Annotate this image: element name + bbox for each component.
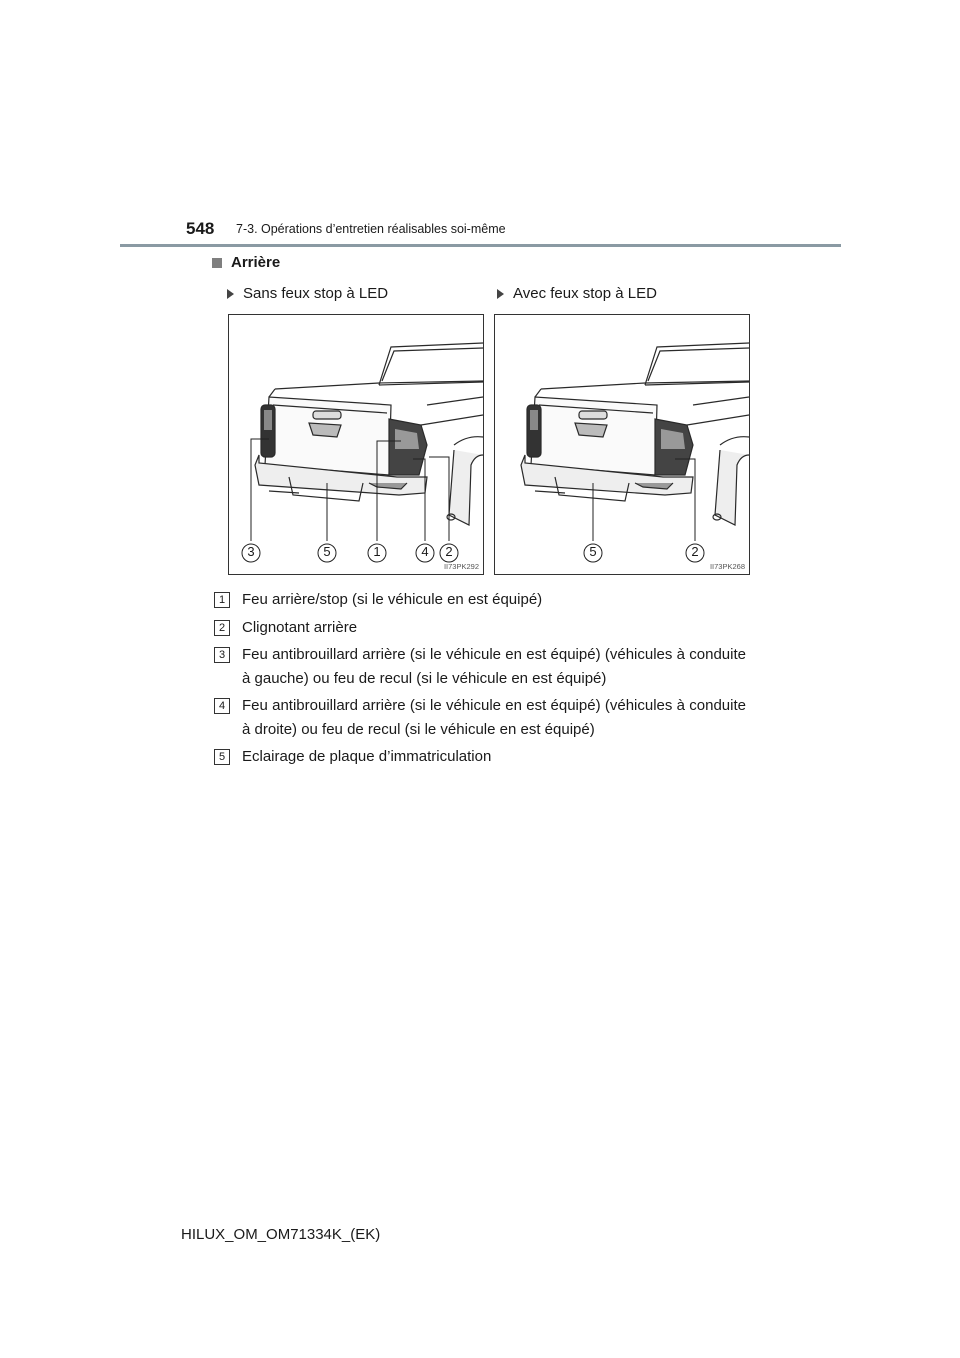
item-text: Feu antibrouillard arrière (si le véhicule en est équipé) (véhicules à conduite à gauche) ou feu de recul (si le véhicule en est équipé)	[242, 646, 746, 687]
list-item	[214, 588, 746, 612]
variant-label-right	[497, 285, 657, 302]
item-text: Clignotant arrière	[242, 618, 358, 636]
list-item	[214, 745, 746, 769]
square-bullet-icon	[212, 258, 222, 268]
list-item	[214, 616, 746, 640]
callout-1: 1	[373, 544, 381, 559]
section-title: Arrière	[231, 254, 281, 271]
item-text: Eclairage de plaque d’immatriculation	[242, 748, 492, 765]
callout-5: 5	[589, 544, 597, 559]
triangle-bullet-icon	[227, 289, 234, 299]
callout-4: 4	[421, 544, 429, 559]
callout-2: 2	[445, 544, 453, 559]
item-number-badge: 3	[214, 647, 230, 663]
variant-label-text: Avec feux stop à LED	[513, 285, 657, 302]
callout-layer	[495, 315, 749, 574]
running-head: 7-3. Opérations d’entretien réalisables soi-même	[236, 222, 506, 236]
variant-label-text: Sans feux stop à LED	[243, 285, 389, 302]
item-number-badge: 1	[214, 592, 230, 608]
callout-2: 2	[691, 544, 699, 559]
item-number-badge: 2	[214, 620, 230, 636]
footer-doc-code: HILUX_OM_OM71334K_(EK)	[181, 1226, 381, 1243]
item-number-badge: 5	[214, 749, 230, 765]
figure-code: II73PK268	[709, 562, 745, 571]
callout-5: 5	[323, 544, 331, 559]
item-text: Feu arrière/stop (si le véhicule en est équipé)	[242, 591, 543, 608]
section-heading	[212, 254, 280, 271]
page-number: 548	[186, 219, 215, 238]
variant-label-left	[227, 285, 388, 302]
figure-without-led	[228, 314, 484, 575]
legend-list	[214, 588, 746, 771]
item-number-badge: 4	[214, 698, 230, 714]
callout-layer	[229, 315, 483, 574]
header-rule	[120, 244, 841, 247]
triangle-bullet-icon	[497, 289, 504, 299]
item-text: Feu antibrouillard arrière (si le véhicule en est équipé) (véhicules à conduite à droite) ou feu de recul (si le véhicule en est équipé)	[242, 697, 746, 738]
callout-3: 3	[247, 544, 255, 559]
figure-with-led	[494, 314, 750, 575]
figure-code: II73PK292	[443, 562, 479, 571]
list-item	[214, 643, 746, 690]
list-item	[214, 694, 746, 741]
